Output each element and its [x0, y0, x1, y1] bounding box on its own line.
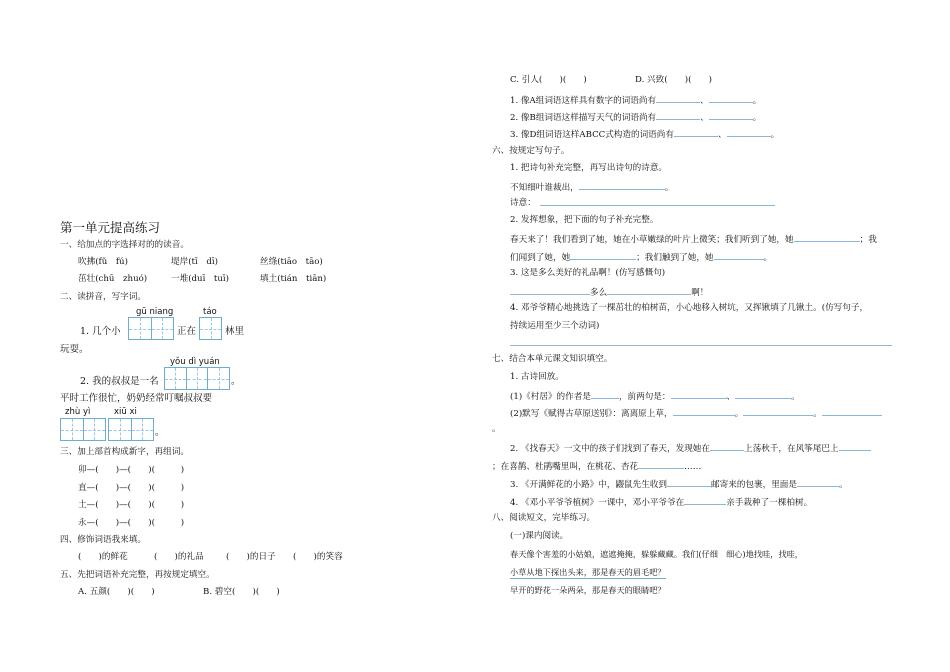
pinyin-label: zhù yì — [65, 407, 91, 417]
question-line: 3. 像D组词语这样ABCC式构造的词语尚有 、 。 — [510, 127, 779, 141]
question-text: 持续运用至少三个动词) — [510, 321, 600, 331]
pinyin-choice: 丝绦(tiāo tāo) — [260, 257, 323, 267]
modifier-item: ( )的笑容 — [293, 552, 343, 562]
reading-paragraph: 春天像个害羞的小姑娘，遮遮掩掩，躲躲藏藏。我们(仔细 细心)地找哇，找哇， — [510, 549, 803, 559]
radical-row: 永—( )—( )( ) — [78, 518, 185, 528]
sentence-text: 林里 — [225, 326, 245, 337]
section-2-heading: 二、读拼音，写字词。 — [60, 292, 146, 302]
writing-grid[interactable] — [108, 418, 154, 441]
section-8-heading: 八、阅读短文，完毕练习。 — [492, 513, 596, 523]
radical-row: 卯—( )—( )( ) — [78, 465, 185, 475]
idiom-item: D. 兴致( )( ) — [635, 75, 713, 85]
answer-line[interactable] — [540, 205, 775, 206]
question-line: 2. 像B组词语这样描写天气的词语尚有 、 。 — [510, 110, 761, 124]
section-4-heading: 四、修饰词语我来填。 — [60, 535, 146, 545]
writing-grid[interactable] — [164, 367, 230, 390]
radical-row: 直—( )—( )( ) — [78, 483, 185, 493]
writing-grid[interactable] — [199, 317, 222, 340]
question-line: ；在喜鹊、杜鹃嘴里叫，在桃花、杏花 …… — [492, 459, 701, 473]
writing-grid[interactable] — [60, 418, 106, 441]
question-text: 2. 发挥想象，把下面的句子补充完整。 — [510, 215, 659, 225]
reading-subheading: (一)课内阅读。 — [510, 531, 569, 541]
modifier-item: ( )的鲜花 — [78, 552, 128, 562]
question-line: 1. 像A组词语这样具有数字的词语尚有 、 。 — [510, 93, 761, 107]
pinyin-label: táo — [203, 307, 217, 317]
section-7-heading: 七、结合本单元课文知识填空。 — [492, 354, 613, 364]
modifier-item: ( )的礼品 — [154, 552, 204, 562]
modifier-item: ( )的日子 — [226, 552, 276, 562]
exclaim-line: 多么 啊！ — [510, 285, 708, 299]
spring-sentence: 春天来了！我们看到了她，她在小草嫩绿的叶片上微笑；我们听到了她，她 ；我 — [510, 232, 877, 246]
sentence-text: 。 — [231, 376, 241, 387]
sentence-text: 平时工作很忙，奶奶经常叮嘱叔叔要 — [60, 393, 213, 404]
question-line: 3. 《开满鲜花的小路》中，鼹鼠先生收到 邮寄来的包裹，里面是 。 — [510, 477, 848, 491]
sentence-text: 正在 — [177, 326, 197, 337]
pinyin-choice: 堤岸(tī dī) — [171, 257, 218, 267]
spring-sentence: 们闻到了她，她 ；我们触到了她，她 。 — [510, 250, 772, 264]
radical-row: 土—( )—( )( ) — [78, 500, 185, 510]
question-line: (2)默写《赋得古草原送别》：离离原上草， 。 。 — [510, 406, 882, 420]
page-title: 第一单元提高练习 — [60, 220, 161, 235]
pinyin-label: gū niang — [136, 307, 174, 317]
sentence-text: 1. 几个小 — [80, 326, 121, 337]
reading-paragraph: 早开的野花一朵两朵，那是春天的眼睛吧？ — [510, 585, 666, 595]
sentence-text: 。 — [155, 427, 165, 438]
question-text: 4. 邓爷爷精心地挑选了一棵茁壮的柏树苗，小心地移入树坑，又挥锹填了几锹土。(仿写句子， — [510, 303, 869, 313]
idiom-item: C. 引人( )( ) — [510, 75, 587, 85]
pinyin-choice: 吹拂(fǔ fú) — [78, 257, 128, 267]
sentence-text: 2. 我的叔叔是一名 — [80, 376, 159, 387]
section-5-heading: 五、先把词语补充完整，再按规定填空。 — [60, 570, 215, 580]
pinyin-choice: 一堆(duī tuī) — [171, 274, 230, 284]
poem-line: 不知细叶谁裁出， 。 — [510, 180, 673, 194]
pinyin-label: xiū xi — [114, 407, 137, 417]
sentence-text: 玩耍。 — [60, 344, 89, 355]
question-text: 1. 把诗句补充完整，再写出诗句的诗意。 — [510, 163, 668, 173]
pinyin-label: yǒu dì yuán — [170, 357, 220, 367]
section-6-heading: 六、按规定写句子。 — [492, 146, 570, 156]
pinyin-choice: 填土(tián tiān) — [260, 274, 327, 284]
question-text: 3. 这是多么美好的礼品啊！(仿写感慨句) — [510, 268, 666, 278]
reading-paragraph: 小草从地下探出头来，那是春天的眉毛吧？ — [510, 567, 666, 577]
question-line: 2. 《找春天》一文中的孩子们找到了春天，发现她在 上荡秋千，在风筝尾巴上 — [510, 441, 871, 455]
section-1-heading: 一、给加点的字选择对的的读音。 — [60, 240, 189, 250]
idiom-item: A. 五颜( )( ) — [78, 587, 155, 597]
idiom-item: B. 碧空( )( ) — [203, 587, 280, 597]
meaning-line: 诗意： — [510, 198, 536, 208]
question-line: 。 — [492, 424, 501, 434]
question-line: 4. 《邓小平爷爷植树》一课中，邓小平爷爷在 亲手栽种了一棵柏树。 — [510, 495, 812, 509]
answer-line[interactable] — [510, 345, 892, 346]
writing-grid[interactable] — [128, 317, 174, 340]
question-text: 1. 古诗回放。 — [510, 372, 564, 382]
pinyin-choice: 茁壮(chū zhuó) — [78, 274, 148, 284]
section-3-heading: 三、加上部首构成新字，再组词。 — [60, 447, 189, 457]
question-line: (1)《村居》的作者是 ，前两句是： 、 。 — [510, 389, 800, 403]
